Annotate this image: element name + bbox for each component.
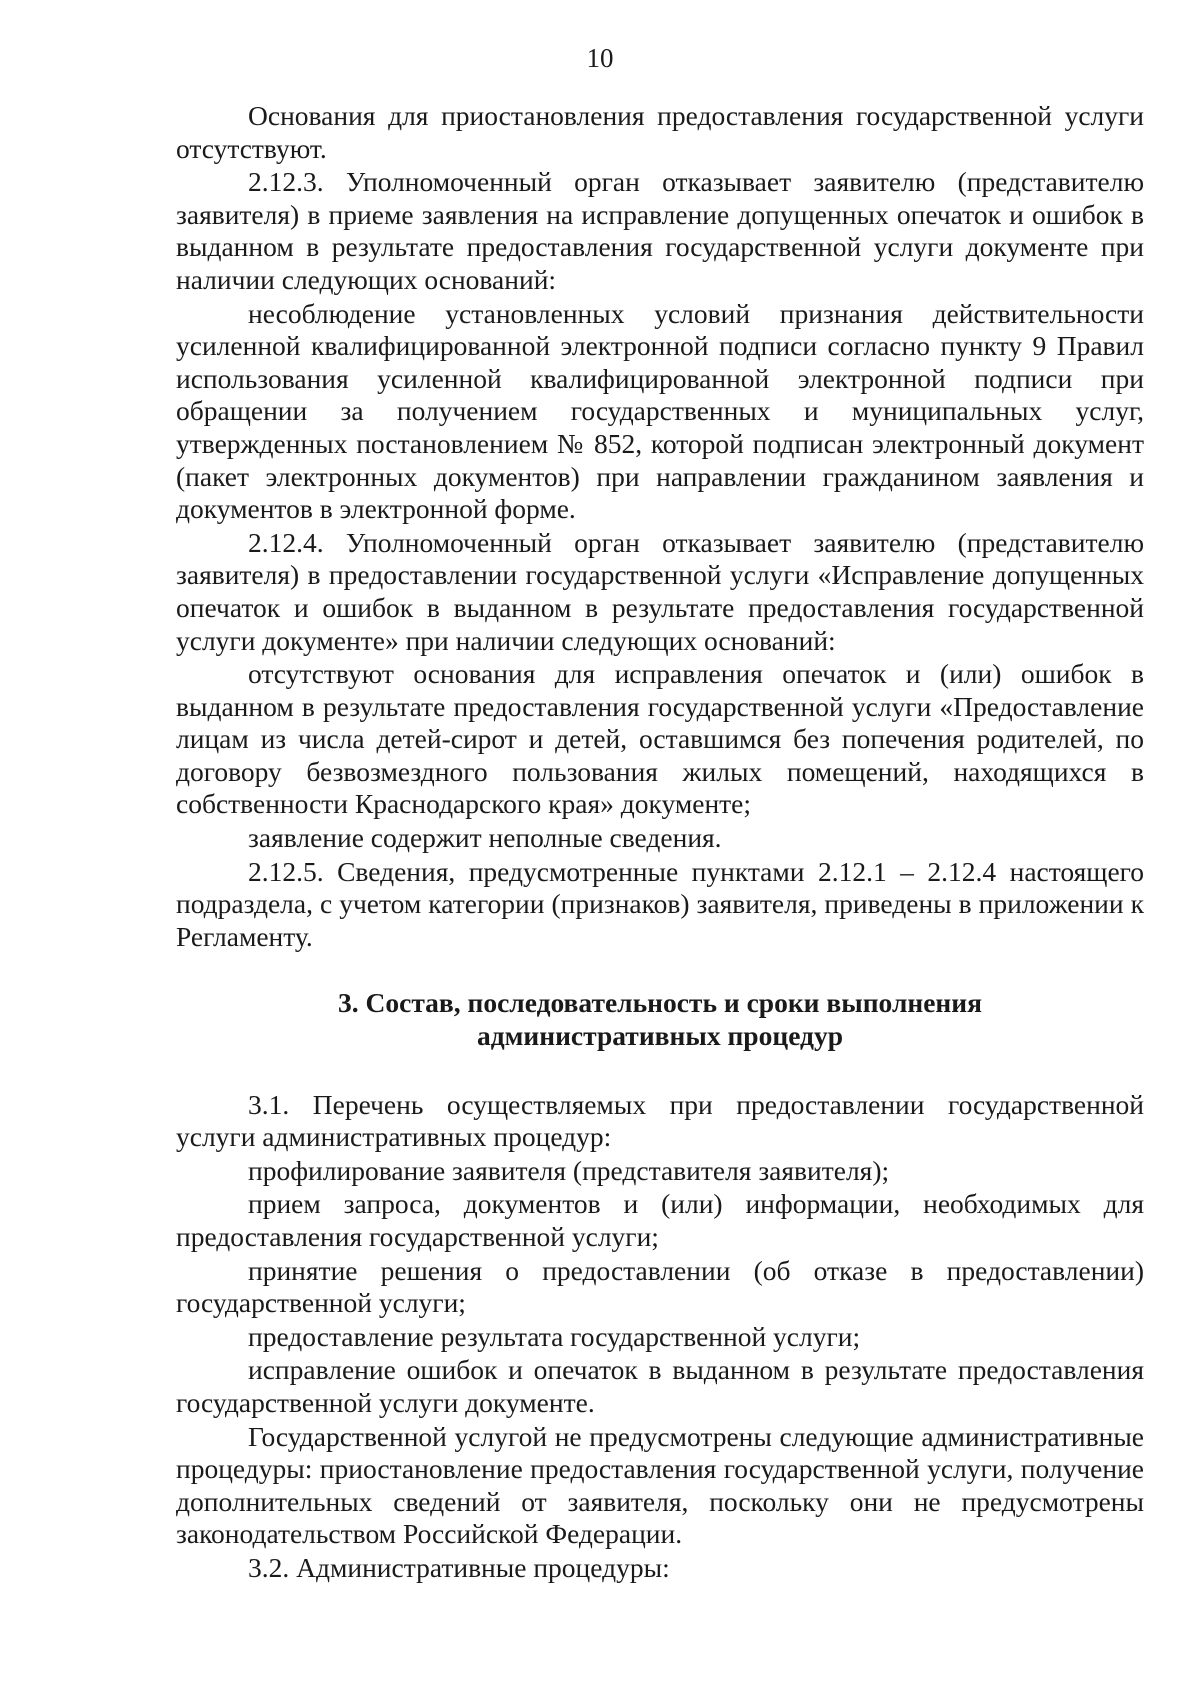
paragraph-2-12-5: 2.12.5. Сведения, предусмотренные пунктами 2.12.1 – 2.12.4 настоящего подраздела, с учетом категории (признаков) заявителя, приведены в приложении к Регламенту. bbox=[176, 855, 1144, 952]
document-body bbox=[176, 100, 1144, 1585]
paragraph-3-1: 3.1. Перечень осуществляемых при предоставлении государственной услуги административных процедур: bbox=[176, 1088, 1144, 1153]
list-item-request-intake: прием запроса, документов и (или) информации, необходимых для предоставления государственной услуги; bbox=[176, 1188, 1144, 1252]
paragraph-2-12-4: 2.12.4. Уполномоченный орган отказывает заявителю (представителю заявителя) в предоставлении государственной услуги «Исправление допущенных опечаток и ошибок в выданном в результате предоставления государственной услуги документе» при наличии следующих оснований: bbox=[176, 526, 1144, 656]
paragraph-3-2: 3.2. Административные процедуры: bbox=[248, 1551, 670, 1583]
paragraph-no-grounds: отсутствуют основания для исправления опечаток и (или) ошибок в выданном в результате предоставления государственной услуги «Предоставление лицам из числа детей-сирот и детей, оставшимся без попечения родителей, по договору безвозмездного пользования жилых помещений, находящихся в собственности Краснодарского края» документе; bbox=[176, 658, 1144, 820]
paragraph-incomplete-info: заявление содержит неполные сведения. bbox=[248, 822, 722, 854]
section-heading-line-2: административных процедур bbox=[477, 1020, 843, 1052]
list-item-profiling: профилирование заявителя (представителя заявителя); bbox=[248, 1154, 890, 1186]
page-number: 10 bbox=[586, 43, 614, 73]
section-heading bbox=[176, 987, 1144, 1052]
paragraph-not-provided: Государственной услугой не предусмотрены следующие административные процедуры: приостановление предоставления государственной услуги, получение дополнительных сведений от заявителя, поскольку они не предусмотрены законодательством Российской Федерации. bbox=[176, 1420, 1144, 1550]
paragraph-signature-ground: несоблюдение установленных условий признания действительности усиленной квалифицированной электронной подписи согласно пункту 9 Правил использования усиленной квалифицированной электронной подписи при обращении за получением государственных и муниципальных услуг, утвержденных постановлением № 852, которой подписан электронный документ (пакет электронных документов) при направлении гражданином заявления и документов в электронной форме. bbox=[176, 297, 1144, 525]
paragraph-2-12-3: 2.12.3. Уполномоченный орган отказывает заявителю (представителю заявителя) в приеме заявления на исправление допущенных опечаток и ошибок в выданном в результате предоставления государственной услуги документе при наличии следующих оснований: bbox=[176, 166, 1144, 295]
list-item-result: предоставление результата государственной услуги; bbox=[248, 1320, 861, 1352]
paragraph-suspension-grounds: Основания для приостановления предоставления государственной услуги отсутствуют. bbox=[176, 100, 1144, 164]
spacer bbox=[176, 953, 1144, 987]
list-item-decision: принятие решения о предоставлении (об отказе в предоставлении) государственной услуги; bbox=[176, 1254, 1144, 1319]
section-heading-line-1: 3. Состав, последовательность и сроки выполнения bbox=[338, 987, 982, 1019]
list-item-corrections: исправление ошибок и опечаток в выданном в результате предоставления государственной услуги документе. bbox=[176, 1354, 1144, 1418]
spacer bbox=[176, 1053, 1144, 1089]
